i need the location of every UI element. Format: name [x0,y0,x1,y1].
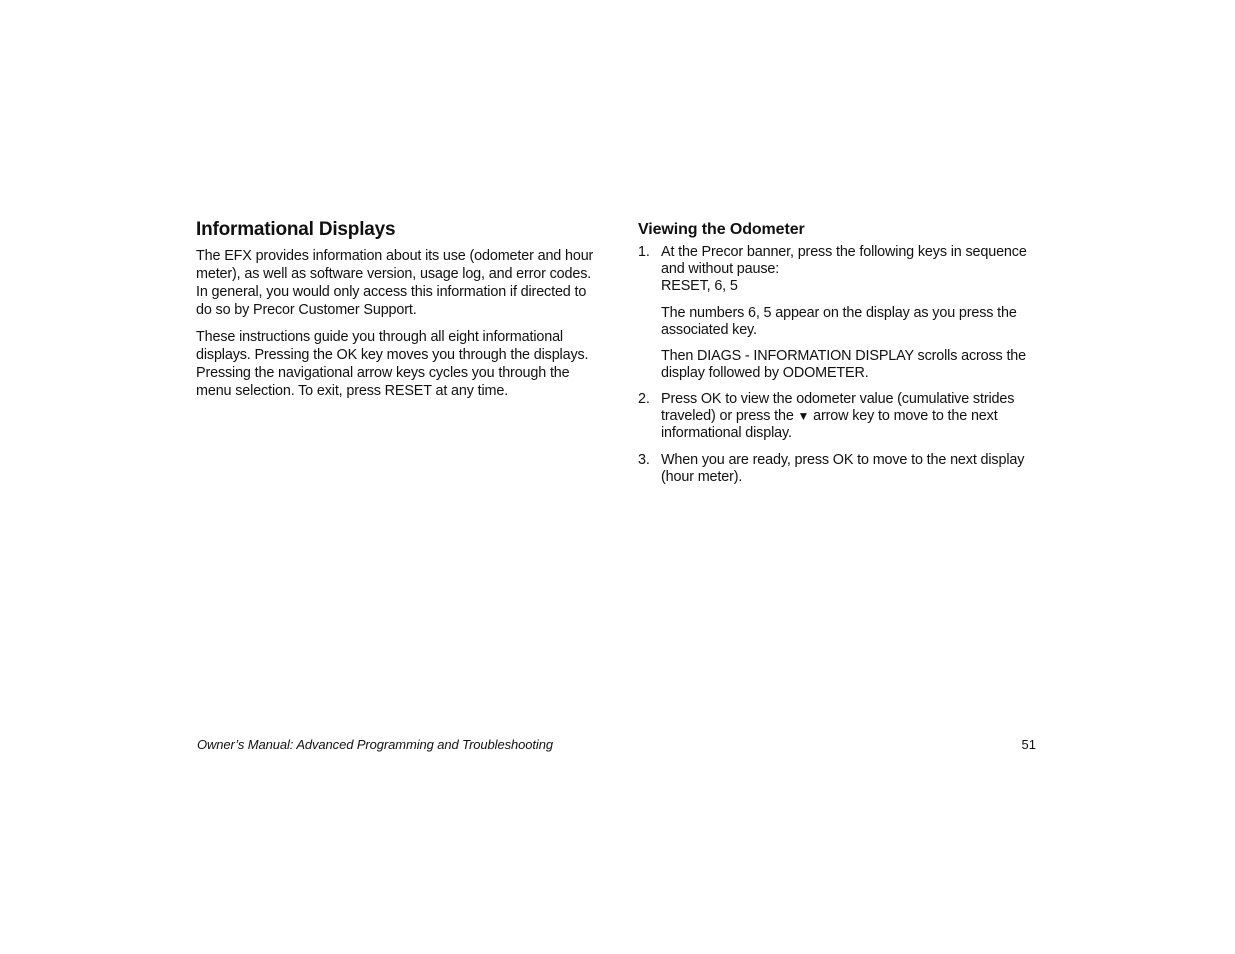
step-text: At the Precor banner, press the following keys in sequence and without pause: [661,244,1027,277]
step-text: arrow key to move to the next informational display. [661,408,998,441]
instructions-paragraph: These instructions guide you through all eight informational displays. Pressing the OK key moves you through the displays. Pressing the navigational arrow keys cycles you through the menu selection. To exit, press RESET at any time. [196,329,589,399]
key-sequence: RESET, 6, 5 [661,278,738,294]
step-text: When you are ready, press OK to move to the next display (hour meter). [661,452,1025,485]
left-column [196,218,598,409]
footer-title: Owner’s Manual: Advanced Programming and Troubleshooting [197,737,553,752]
step-number: 1. [638,244,650,260]
step-1 [638,244,1040,295]
step-3 [638,452,1040,486]
step-text: Press OK to view the odometer value (cumulative strides traveled) or press the [661,391,1015,424]
step-number: 2. [638,391,650,407]
page-number: 51 [1021,737,1036,752]
subsection-heading: Viewing the Odometer [638,221,805,238]
down-arrow-icon: ▼ [797,409,810,423]
step-number: 3. [638,452,650,468]
step-note: Then DIAGS - INFORMATION DISPLAY scrolls across the display followed by ODOMETER. [661,348,1026,381]
step-note: The numbers 6, 5 appear on the display as you press the associated key. [661,305,1017,338]
right-column [638,218,1040,496]
intro-paragraph: The EFX provides information about its use (odometer and hour meter), as well as software version, usage log, and error codes. In general, you would only access this information if directed to do so by Precor Customer Support. [196,248,594,318]
step-2 [638,391,1040,442]
section-heading: Informational Displays [196,219,396,240]
